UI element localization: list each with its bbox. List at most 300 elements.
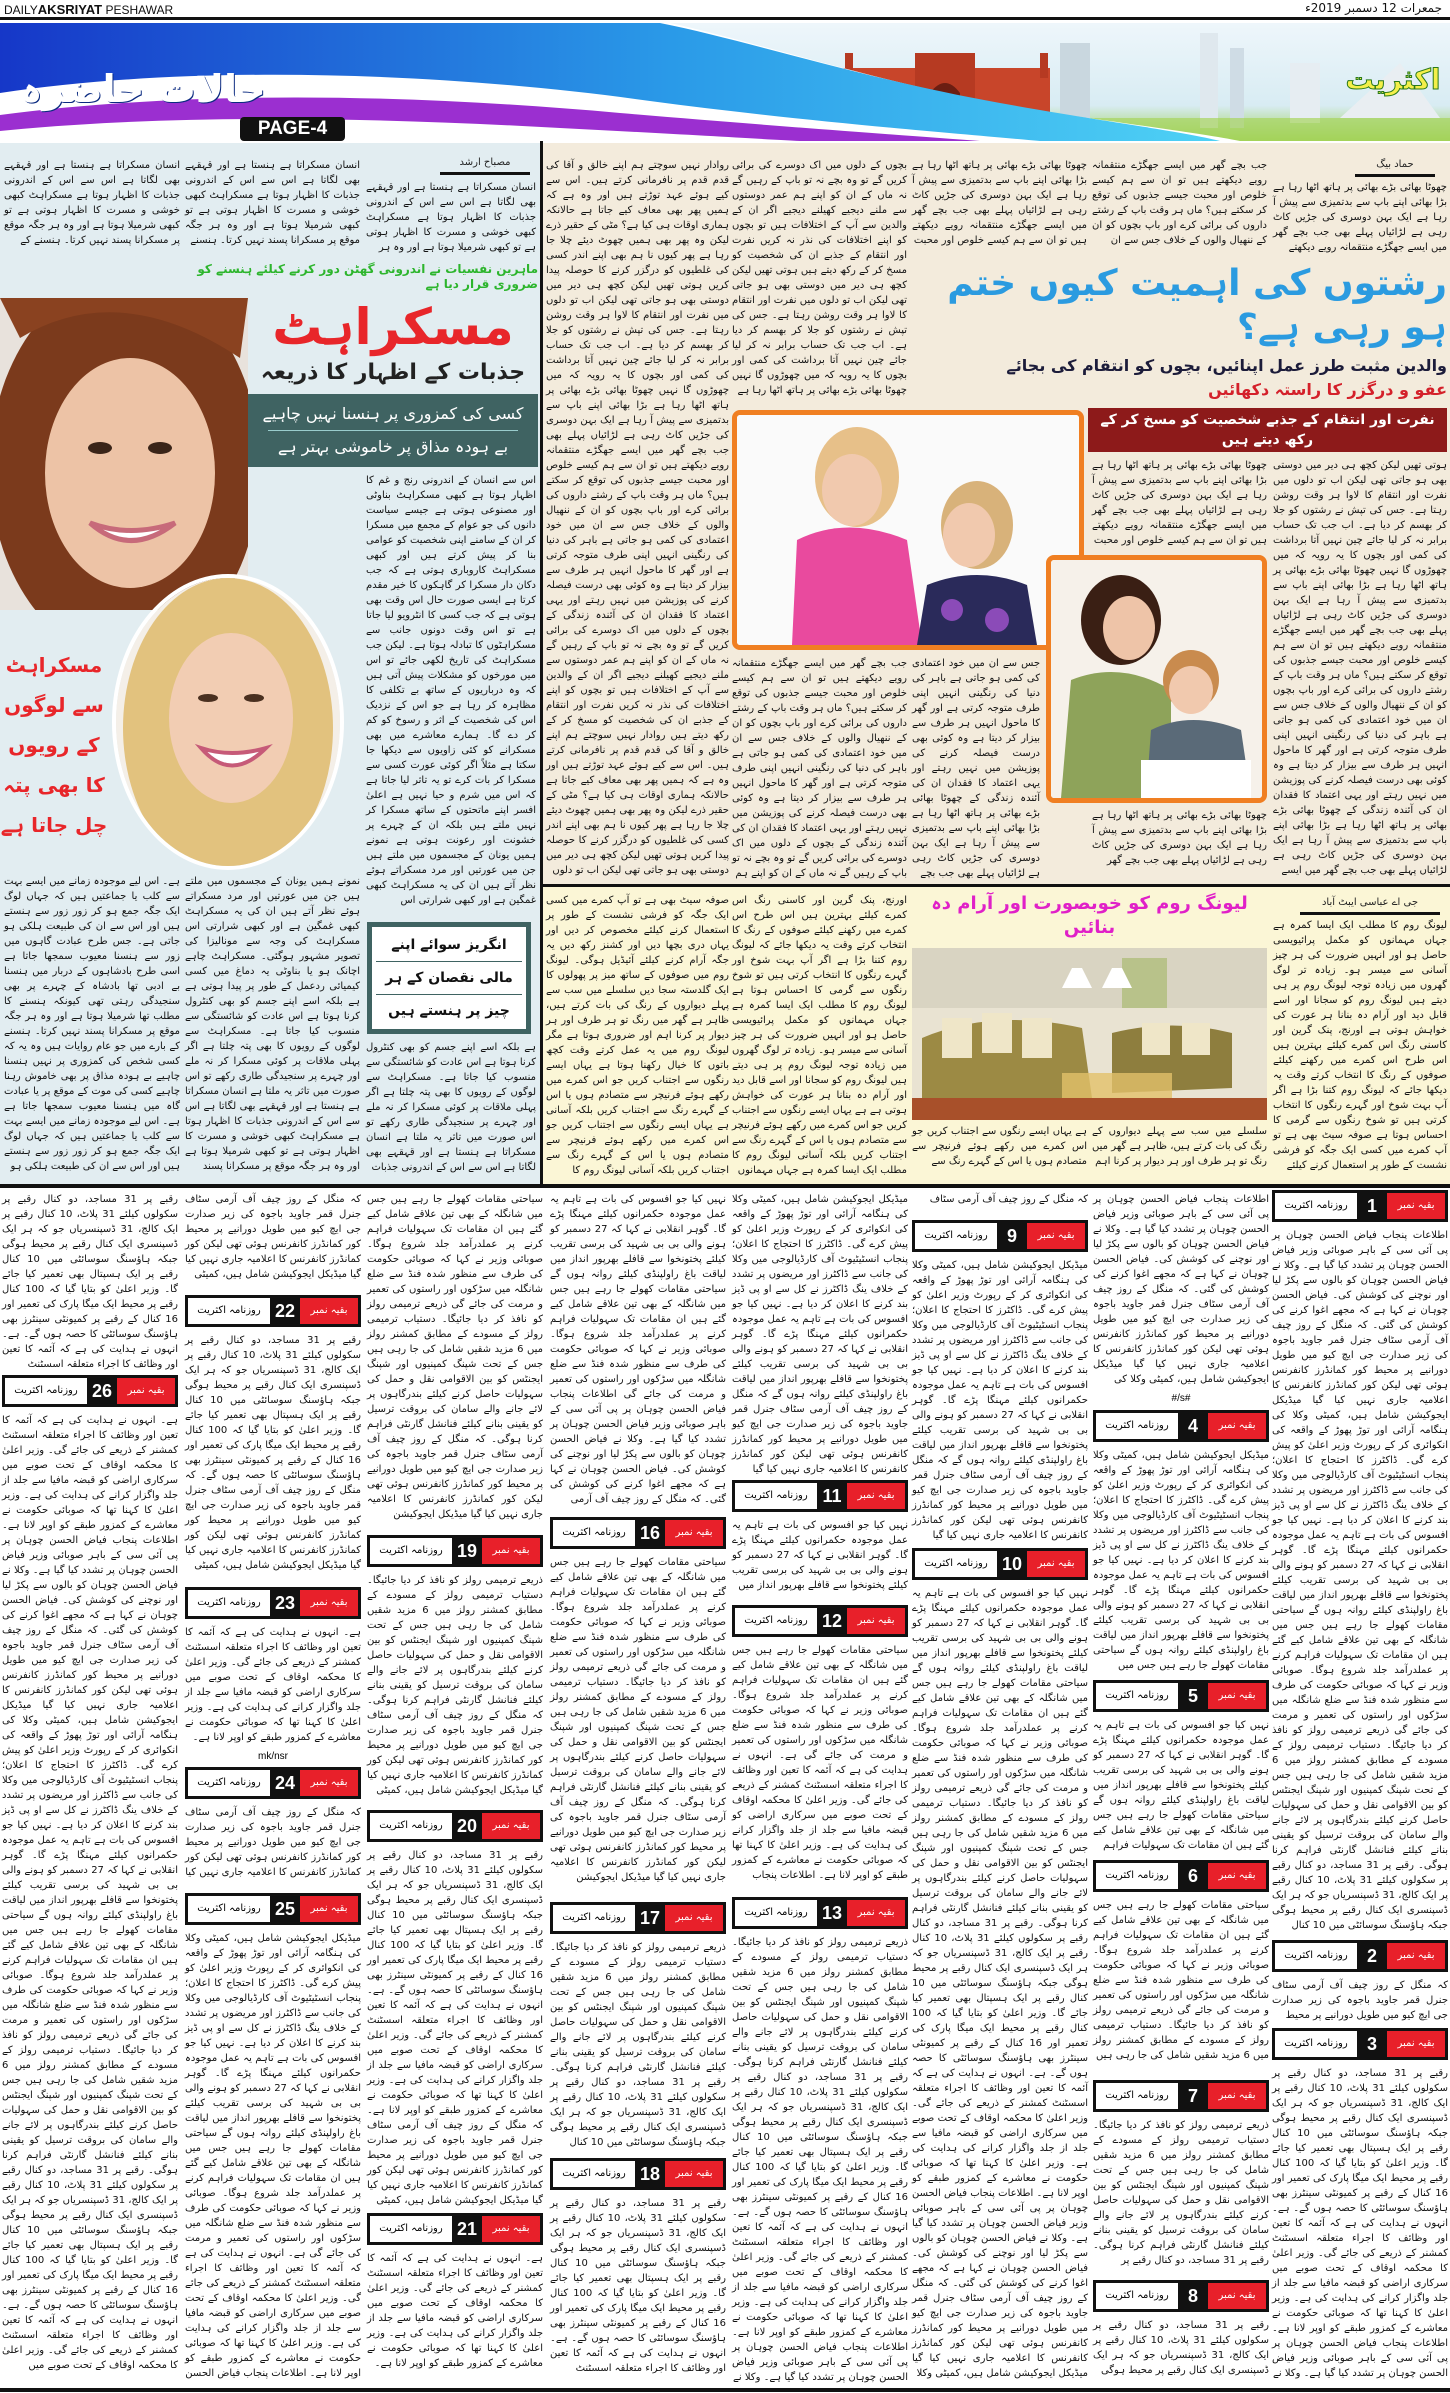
continuation-label: بقیہ نمبر <box>1387 1943 1445 1969</box>
continuation-box <box>2 1375 178 1407</box>
relations-column <box>1092 808 1267 880</box>
section-title: حالات حاضرہ <box>20 67 266 111</box>
paragraph-continued: نہیں کیا جو افسوس کی بات ہے تاہم یہ عمل موجودہ حکمرانوں کیلئے مہنگا پڑے گا۔ گوہر انقلابی نے کہا کہ 27 دسمبر کو ہونے والی بی بی شہید کی برسی تقریب کیلئے پختونخوا سے قافلے بھرپور انداز میں <box>732 1520 908 1591</box>
paragraph-continued: اطلاعات پنجاب <box>752 1870 816 1881</box>
paragraph: میڈیکل ایجوکیشن شامل ہیں، کمیٹی وکلا کی ہنگامہ آرائی اور توڑ پھوڑ کے واقعہ کی انکوائری کر کے رپورٹ وزیر اعلیٰ کو پیش کرے گی۔ ڈاکٹرز کا احتجاج کا اعلان؛ پنجاب انسٹیٹیوٹ آف کارڈیالوجی میں وکلا کی جانب سے ڈاکٹرز اور مریضوں پر تشدد کے خلاف ینگ ڈاکٹرز نے کل سے او پی ڈیز بند کرنے کا اعلان کر دیا ہے۔ <box>2 1700 178 1831</box>
relations-subhead <box>912 354 1447 402</box>
newspaper-logo: اکثریت <box>1345 63 1441 96</box>
news-column <box>1272 2066 1448 2384</box>
paragraph: جب بچے گھر میں ایسے جھگڑے منتقمانہ رویے دیکھتے ہیں تو ان سے ہم کیسے خلوص اور محبت جیسے جذبوں کی توقع کر سکتے ہیں؟ ماں ہر وقت باپ کے رشتے داروں کی برائی کرے اور باپ بچوں کو ان کے ننھیال والوں کے خلاف <box>546 445 729 531</box>
paragraph: چھوٹا بھائی بڑے بھائی پر ہاتھ اٹھا رہا ہے بڑا بھائی اپنے باپ سے بدتمیزی سے پیش آ رہا ہے ایک بہن دوسری کی جڑیں کاٹ رہی ہے لڑائیاں پہلے بھی <box>912 793 1040 879</box>
paragraph-continued: اطلاعات پنجاب فیاض الحسن چوہان پر پی آئی سی کے باہر صوبائی وزیر فیاض الحسن چوہان پر تشدد کیا گیا ہے۔ وکلا نے <box>732 2342 908 2383</box>
paragraph: چھوٹا بھائی بڑے بھائی پر ہاتھ اٹھا رہا ہے بڑا بھائی اپنے باپ سے بدتمیزی سے پیش آ رہا ہے ایک بہن دوسری کی جڑیں کاٹ رہی ہے لڑائیاں پہلے بھی <box>1273 565 1447 636</box>
boxed-quote-line: چیز پر ہنستے ہیں <box>388 1003 510 1019</box>
continuation-number: 25 <box>274 1899 296 1919</box>
brand-city: PESHAWAR <box>105 3 174 17</box>
continuation-box <box>185 1587 361 1619</box>
news-column <box>732 1935 908 2384</box>
news-column <box>1093 1898 1269 2076</box>
continuation-box <box>1272 1190 1448 1222</box>
paragraph: ذریعے ترمیمی رولز کو نافذ کر دیا جائیگا۔ دستیاب ترمیمی رولز کے مسودے کے مطابق کمشنر رولز میں 6 مزید شقیں شامل کی جا رہی ہیں جس کے تحت شپنگ کمپنیوں اور شپنگ ایجنٹس کو بین الاقوامی نقل و حمل کی سہولیات حاصل کرنے کیلئے بندرگاہوں پر لائے جانے والے سامان کی بروقت ترسیل کو یقینی بنانے کیلئے فنانشل گارنٹی فراہم کرنا ہوگی۔ <box>367 1575 543 1706</box>
paragraph-continued: جب بچے <box>920 868 955 879</box>
smile-byline: مصباح ارشد <box>440 156 530 175</box>
highlight-line: کسی کی کمزوری پر ہنسنا نہیں چاہیے <box>262 404 524 423</box>
smile-column <box>185 874 360 1180</box>
smile-column <box>185 158 360 258</box>
paragraph: سلسلے میں سب سے پہلے دیواروں کے رنگ کی بات کرتے ہیں، ظاہر ہے گھر میں رنگ تو ہر طرف اور ہر دیوار پر کرنا اہم اور ضروری ہوتا ہے مگر لیونگ روم میں یہ عمل کرتے وقت کچھ باتوں کا خیال رکھنا ہوتا <box>546 985 729 1071</box>
paragraph: روادار نہیں سوچتے ہم اپنے خالق و آقا کی قدم قدم پر نافرمانی کرتے ہیں۔ اس سے کیے ہوئے عہد توڑتے ہیں اور وہ ہے کہ ہمیں پھر بھی معاف کیے جاتا ہے حالانکہ ہماری اوقات ہی کیا ہے؟ مٹی کے حقیر ذرے لیکن وہ پھر بھی ہمیں چھوٹ دیئے چلا جا رہا ہے پھر کیوں نا ہم بھی اپنے اندر کسی کی غلطیوں کو درگزر کرنے کا حوصلہ پیدا کریں <box>546 160 729 291</box>
news-column <box>1093 1192 1269 1388</box>
paragraph: سیاحتی مقامات کھولے جا رہے ہیں جس میں شانگلہ کے بھی تین علاقے شامل کیے گئے ہیں ان مقامات تک سہولیات فراہم کرنے پر عملدرآمد جلد شروع ہوگا۔ صوبائی وزیر نے کہا کہ صوبائی حکومت کی طرف سے منظور شدہ فنڈ سے ضلع شانگلہ میں سڑکوں اور راستوں کی تعمیر و مرمت کی جائے گی <box>732 1645 908 1761</box>
paragraph-continued: میڈیکل ایجوکیشن <box>576 1872 651 1883</box>
paragraph: جب بچے گھر میں ایسے جھگڑے منتقمانہ رویے دیکھتے ہیں تو ان سے ہم کیسے خلوص اور محبت جیسے جذبوں کی توقع کر سکتے ہیں؟ ماں ہر وقت باپ کے رشتے داروں کی برائی کرے اور باپ بچوں کو ان کے ننھیال والوں کے خلاف <box>1273 625 1447 711</box>
continuation-number: 22 <box>274 1301 296 1321</box>
paragraph: جب بچے گھر میں ایسے جھگڑے منتقمانہ رویے دیکھتے ہیں تو ان سے ہم کیسے خلوص اور محبت جیسے جذبوں کی توقع کر سکتے ہیں؟ ماں ہر وقت باپ کے رشتے داروں کی برائی کرے اور باپ بچوں کو ان کے ننھیال والوں کے خلاف <box>1092 160 1267 246</box>
continuation-label: بقیہ نمبر <box>665 1905 723 1931</box>
news-column <box>912 1258 1088 1544</box>
paragraph: ہے۔ انہوں نے ہدایت کی ہے کہ آئمہ کا تعین اور وظائف کا اجراء متعلقہ اسسٹنٹ کمشنر کے ذریعے کی جائے گی۔ وزیر اعلیٰ کا محکمہ اوقاف کے تحت صوبے میں سرکاری اراضی کو قبضہ مافیا سے جلد از جلد واگزار کرانے کی ہدایت کی ہے۔ وزیر اعلیٰ کا کہنا تھا کہ صوبائی حکومت نے معاشرے کے کمزور طبقے کو اوپر لانا ہے۔ <box>367 2253 543 2369</box>
continuation-number: 7 <box>1187 2086 1198 2106</box>
paragraph: نہیں کیا جو افسوس کی بات ہے تاہم یہ عمل موجودہ حکمرانوں کیلئے مہنگا پڑے گا۔ گوہر انقلابی نے کہا کہ 27 دسمبر کو ہونے والی بی بی شہید کی برسی تقریب کیلئے پختونخوا سے قافلے بھرپور انداز میں لیاقت باغ راولپنڈی کیلئے روانہ ہوں گے <box>1093 1720 1269 1806</box>
paragraph: سیاحتی مقامات کھولے جا رہے ہیں جس میں شانگلہ کے بھی تین علاقے شامل کیے گئے ہیں ان مقامات تک سہولیات فراہم کرنے پر عملدرآمد جلد شروع ہوگا۔ صوبائی وزیر نے کہا کہ صوبائی حکومت کی طرف سے منظور شدہ فنڈ سے ضلع شانگلہ میں سڑکوں اور راستوں کی تعمیر و مرمت کی جائے گی <box>1272 1605 1448 1736</box>
relations-headline: رشتوں کی اہمیت کیوں ختم ہو رہی ہے؟ <box>947 263 1447 348</box>
continuation-number: 1 <box>1366 1196 1377 1216</box>
relations-column <box>1273 180 1447 258</box>
paragraph-continued: سیاحتی مقامات کھولے جا رہے ہیں جس میں شانگلہ کے بھی تین علاقے شامل کیے گئے ہیں ان مقامات تک سہولیات فراہم <box>1093 1810 1269 1851</box>
paragraph-continued: میڈیکل ایجوکیشن شامل ہیں، کمیٹی <box>376 2195 529 2206</box>
continuation-box <box>185 1893 361 1925</box>
living-room-column <box>912 1124 1087 1181</box>
news-column <box>1093 1448 1269 1676</box>
news-column <box>1272 1228 1448 1936</box>
paragraph-continued: کہ منگل کے روز چیف آف آرمی سٹاف جنرل قمر جاوید باجوہ کی زیر صدارت جی ایچ کیو میں طویل دورانیے پر محیط کور کمانڈرز کانفرنس ہوئی تھی لیکن کور کمانڈرز کانفرنس کا اعلامیہ جاری نہیں کیا <box>185 1807 361 1878</box>
mother-child-photo-art <box>1051 560 1262 798</box>
paragraph: اورنج، پنک گرین اور کاسنی رنگ اس کمرے کیلئے بہترین ہیں اس طرح اس کمرے میں رکھنے کیلئے صوفوں کے رنگ کا انتخاب کرتے وقت یہ دیکھا جائے کہ لیونگ روم کتنا بڑا ہے اگر آپ بہت شوخ اور گہرے رنگوں کا انتخاب کرتی ہیں تو شوخ رنگوں سے گرمی کا احساس ہوتا ہے <box>732 895 907 996</box>
news-column <box>367 1192 543 1531</box>
paragraph: لیونگ روم کا مطلب ایک ایسا کمرہ ہے جہاں مہمانوں کو مکمل پرائیویسی حاصل ہو اور انہیں ضرورت کی ہر چیز آسانی سے میسر ہو۔ زیادہ تر لوگ گھروں میں زیادہ توجہ لیونگ روم پر ہی دیتے ہیں لیونگ روم کو سجانا اور اسے قابل دید اور آرام دہ بنانا ہر عورت کی خواہش ہوتی ہے <box>1273 920 1447 1036</box>
continuation-number: 2 <box>1366 1946 1377 1966</box>
page-label: PAGE-4 <box>240 117 345 141</box>
paragraph: نہیں کیا جو افسوس کی بات ہے تاہم یہ عمل موجودہ حکمرانوں کیلئے مہنگا پڑے گا۔ گوہر انقلابی نے کہا کہ 27 دسمبر کو ہونے والی بی بی شہید کی برسی تقریب کیلئے پختونخوا سے قافلے بھرپور انداز میں لیاقت باغ راولپنڈی کیلئے روانہ ہوں گے <box>912 1365 1088 1466</box>
continuation-label: بقیہ نمبر <box>300 1896 358 1922</box>
mother-child-photo <box>1046 555 1267 803</box>
paragraph-continued: سیاحتی مقامات کھولے جا رہے ہیں جس میں <box>1093 1645 1269 1671</box>
continuation-paper: روزنامہ اکثریت <box>735 1608 817 1634</box>
continuation-paper: روزنامہ اکثریت <box>1096 1683 1178 1709</box>
paragraph-continued: ہے۔ انہوں نے ہدایت کی ہے کہ آئمہ کا تعین اور وظائف کا اجراء متعلقہ اسسٹنٹ <box>550 2333 726 2374</box>
paragraph: میڈیکل ایجوکیشن شامل ہیں، کمیٹی وکلا کی ہنگامہ آرائی اور توڑ پھوڑ کے واقعہ کی انکوائری کر کے رپورٹ وزیر اعلیٰ کو پیش کرے گی۔ ڈاکٹرز کا احتجاج کا اعلان؛ پنجاب انسٹیٹیوٹ آف کارڈیالوجی میں وکلا کی جانب سے ڈاکٹرز اور مریضوں پر تشدد کے خلاف ینگ ڈاکٹرز نے کل سے او پی ڈیز بند کرنے کا اعلان کر دیا ہے۔ <box>1272 1395 1448 1526</box>
paragraph: نہیں کیا جو افسوس کی بات ہے تاہم یہ عمل موجودہ حکمرانوں کیلئے مہنگا پڑے گا۔ گوہر انقلابی نے کہا کہ 27 دسمبر کو ہونے والی بی بی شہید کی برسی تقریب کیلئے پختونخوا سے قافلے بھرپور انداز میں لیاقت باغ راولپنڈی کیلئے روانہ ہوں گے <box>1272 1515 1448 1616</box>
paragraph: چھوٹا بھائی بڑے بھائی پر ہاتھ اٹھا رہا ہے بڑا بھائی اپنے باپ سے بدتمیزی سے پیش آ رہا ہے ایک بہن دوسری کی جڑیں کاٹ رہی ہے لڑائیاں پہلے بھی <box>1273 182 1447 238</box>
continuation-box <box>367 2213 543 2245</box>
paragraph: اطلاعات پنجاب فیاض الحسن چوہان پر پی آئی سی کے باہر صوبائی وزیر فیاض الحسن چوہان پر تشدد کیا گیا ہے۔ وکلا نے فیاض الحسن چوہان کو بالوں سے پکڑ لیا اور نوچنے کی کوشش کی۔ فیاض الحسن چوہان نے کہا ہے کہ مجھے اغوا کرنے کی کوشش کی گئی۔ <box>550 1389 726 1505</box>
paragraph: ہوتی تھیں لیکن کچھ ہی دیر میں دوستی بھی ہو جاتی تھی لیکن اب تو دلوں میں نفرت اور انتقام کا لاوا ہر وقت روشن رہتا ہے۔ جس کی تپش نے رشتوں کو جلا کر بھسم کر دیا ہے۔ اب جب تک حساب برابر نہ کر لیا جائے چین نہیں آتا برداشت کی کمی اور بچوں کا یہ رویہ کہ میں چھوڑوں گا نہیں <box>546 280 729 396</box>
continuation-number: 10 <box>1001 1554 1023 1574</box>
paragraph-continued: شرمیلا ہوتا ہے اور وہ ہر جگہ موقع پر مسکرانا پسند <box>185 1146 360 1172</box>
continuation-box <box>1093 2280 1269 2312</box>
paragraph: ہے یہاں ایسے رنگوں سے اجتناب کریں جو اس کمرے میں رکھے ہوئے فرنیچر سے متصادم ہوں یا اس کے گہرے رنگ سے اجتناب کریں بلکہ آسانی <box>546 1060 729 1116</box>
paragraph-continued: جب بچے گھر میں ایسے جھگڑے منتقمانہ رویے دیکھتے ہیں تو ان سے ہم کیسے خلوص اور محبت <box>1092 505 1267 546</box>
paragraph-continued: ہے یہاں ایسے رنگوں سے اجتناب کریں جو اس کمرے میں رکھے ہوئے فرنیچر سے متصادم ہوں یا اس کے گہرے رنگ سے <box>912 1126 1087 1167</box>
continuation-label: بقیہ نمبر <box>847 1900 905 1926</box>
paragraph: رقبے پر 31 مساجد، دو کنال رقبے پر سکولوں کیلئے 31 پلاٹ، 10 کنال رقبے پر ایک کالج، 31 ڈسپنسریاں جو کہ ہر ایک ڈسپنسری ایک کنال رقبے پر محیط ہوگی جبکہ ہاؤسنگ سوسائٹی میں 10 کنال رقبے پر ایک ہسپتال بھی تعمیر کیا جائے گا۔ وزیر اعلیٰ کو بتایا گیا کہ 100 کنال رقبے پر محیط ایک میگا پارک کی تعمیر اور 16 کنال کے رقبے پر کمیونٹی سینٹرز بھی ہاؤسنگ سوسائٹی کا حصہ ہوں گے۔ <box>2 1194 179 1340</box>
continuation-label: بقیہ نمبر <box>847 1483 905 1509</box>
paragraph: کہ منگل کے روز چیف آف آرمی سٹاف جنرل قمر جاوید باجوہ کی زیر صدارت جی ایچ کیو میں طویل دورانیے پر محیط کور کمانڈرز کانفرنس ہوئی تھی لیکن کور کمانڈرز کانفرنس کا اعلامیہ جاری نہیں کیا گیا <box>1272 1320 1448 1406</box>
paragraph-continued: ہے۔ اس لیے موجودہ زمانے میں ایسے بہت سے کلب یا جماعتیں ہیں کہ جہاں لوگ ایک جگہ جمع ہو کر زور زور سے ہنستے ہیں اور اس سے ان کی طبیعت ہلکی ہو <box>4 1116 180 1172</box>
paragraph: انسان مسکراتا ہے ہنستا ہے اور قہقہے بھی لگاتا ہے اس سے اس کے اندرونی جذبات کا اظہار ہوتا ہے مسکراہٹ کبھی خوشی و مسرت کا اظہار ہوتی ہے تو کبھی <box>366 182 536 253</box>
paragraph-continued: نمونے ہمیں یونان کے مجسموں میں ملتے ہیں جن میں عورتیں اور مرد مسکراتے ہوئے نظر آتے ہیں ان کی یہ مسکراہٹ کبھی غمگین ہے اور کبھی شرارتی اس <box>366 835 536 906</box>
paragraph: اورنج، پنک گرین اور کاسنی رنگ اس کمرے کیلئے بہترین ہیں اس طرح اس کمرے میں رکھنے کیلئے صوفوں کے رنگ کا انتخاب کرتے وقت یہ دیکھا جائے کہ لیونگ روم کتنا بڑا ہے اگر آپ بہت شوخ اور گہرے رنگوں کا انتخاب کرتی ہیں تو شوخ رنگوں سے گرمی کا احساس ہوتا ہے <box>1273 1025 1447 1141</box>
woman-photo-art <box>0 298 248 610</box>
paragraph: کہ منگل کے روز چیف آف آرمی سٹاف جنرل قمر جاوید باجوہ کی زیر صدارت جی ایچ کیو میں طویل دورانیے پر محیط کور کمانڈرز کانفرنس ہوئی تھی لیکن کور کمانڈرز کانفرنس کا اعلامیہ جاری نہیں کیا گیا <box>367 2120 543 2206</box>
paragraph: جب بچے گھر میں ایسے جھگڑے منتقمانہ رویے دیکھتے ہیں تو ان سے ہم کیسے خلوص اور محبت جیسے جذبوں کی توقع کر سکتے ہیں؟ ماں ہر وقت باپ کے رشتے داروں کی برائی کرے اور باپ بچوں کو ان کے ننھیال والوں کے خلاف <box>732 658 907 744</box>
paragraph: ہے یہاں ایسے رنگوں سے اجتناب کریں جو اس کمرے میں رکھے ہوئے فرنیچر سے متصادم ہوں یا اس کے گہرے رنگ سے اجتناب کریں بلکہ آسانی <box>732 1105 907 1161</box>
paragraph-continued: جب بچے گھر میں ایسے جھگڑے منتقمانہ رویے دیکھتے <box>1273 227 1447 253</box>
continuation-paper: روزنامہ اکثریت <box>370 1538 452 1564</box>
continuation-paper: روزنامہ اکثریت <box>553 1520 635 1546</box>
living-room-column <box>732 893 907 1181</box>
paragraph: کہ منگل کے روز چیف آف آرمی سٹاف جنرل قمر جاوید باجوہ کی زیر صدارت جی ایچ کیو میں طویل دورانیے پر محیط کور کمانڈرز کانفرنس ہوئی تھی لیکن کور کمانڈرز کانفرنس کا اعلامیہ جاری نہیں کیا گیا <box>367 1710 543 1796</box>
continuation-label: بقیہ نمبر <box>1208 1413 1266 1439</box>
continuation-paper: روزنامہ اکثریت <box>1096 2283 1178 2309</box>
quote-line: سے لوگوں <box>4 693 104 717</box>
paragraph: جس سے ان میں خود اعتمادی کی کمی ہو جاتی ہے باہر کی دنیا کی رنگینی انہیں اپنی طرف متوجہ کرتی ہے اور گھر کا ماحول انہیں ہر طرف سے بیزار کر دیتا ہے وہ کوئی بھی درست فیصلہ کرنے کی پوزیشن میں نہیں رہتے اور یہی اعتماد کا فقدان ان کی آئندہ زندگی کے <box>1273 700 1447 816</box>
continuation-box <box>912 1220 1088 1252</box>
paragraph: شرمیلا ہوتا ہے اور وہ ہر جگہ موقع پر مسکرانا پسند نہیں کرتا۔ ہنسنے کے بارے میں جو عام روایات ہیں وہ یہ کہ کسی شخص کی کمزوری پر نہیں ہنسنا چاہیے بے ہودہ مذاق پر بھی خاموش رہنا چاہیے کسی کی موت کے موقع پر یا عبادت گاہ میں ہنسنا معیوب سمجھا جاتا ہے <box>4 1011 180 1112</box>
paragraph: انسان مسکراتا ہے ہنستا ہے اور قہقہے بھی لگاتا ہے اس سے اس کے اندرونی جذبات کا اظہار ہوتا ہے مسکراہٹ کبھی خوشی و مسرت کا اظہار ہوتی ہے تو کبھی <box>185 160 361 231</box>
continuation-box <box>550 2158 726 2190</box>
end-mark: #/s# <box>1171 1393 1191 1404</box>
paragraph: سیاحتی مقامات کھولے جا رہے ہیں جس میں شانگلہ کے بھی تین علاقے شامل کیے گئے ہیں ان مقامات تک سہولیات فراہم کرنے پر عملدرآمد جلد شروع ہوگا۔ صوبائی وزیر نے کہا کہ صوبائی حکومت کی طرف سے منظور شدہ فنڈ سے ضلع شانگلہ میں سڑکوں اور راستوں کی تعمیر و مرمت کی جائے گی <box>550 1284 726 1400</box>
continuation-box <box>732 1897 908 1929</box>
news-column <box>185 1625 361 1746</box>
paragraph: نہیں کیا جو افسوس کی بات ہے تاہم یہ عمل موجودہ حکمرانوں کیلئے مہنگا پڑے گا۔ گوہر انقلابی نے کہا کہ 27 دسمبر کو ہونے والی بی بی شہید کی برسی تقریب کیلئے پختونخوا سے قافلے بھرپور انداز میں لیاقت باغ راولپنڈی کیلئے روانہ ہوں گے <box>185 2038 361 2139</box>
continuation-box <box>550 1517 726 1549</box>
paragraph: ہے۔ انہوں نے ہدایت کی ہے کہ آئمہ کا تعین اور وظائف کا اجراء متعلقہ اسسٹنٹ کمشنر کے ذریعے کی جائے گی۔ وزیر اعلیٰ کا محکمہ اوقاف کے تحت صوبے میں سرکاری اراضی کو قبضہ مافیا سے جلد از جلد واگزار کرانے کی ہدایت کی ہے۔ وزیر اعلیٰ کا کہنا تھا کہ صوبائی حکومت نے معاشرے کے کمزور طبقے کو اوپر لانا ہے۔ <box>1272 2203 1448 2334</box>
paragraph: رقبے پر 31 مساجد، دو کنال رقبے پر سکولوں کیلئے 31 پلاٹ، 10 کنال رقبے پر ایک کالج، 31 ڈسپنسریاں جو کہ ہر ایک ڈسپنسری ایک کنال رقبے پر محیط ہوگی جبکہ ہاؤسنگ سوسائٹی میں 10 کنال رقبے پر ایک ہسپتال بھی تعمیر کیا جائے گا۔ وزیر اعلیٰ کو بتایا گیا کہ 100 کنال رقبے پر محیط ایک میگا پارک کی تعمیر اور 16 کنال کے رقبے پر کمیونٹی سینٹرز بھی ہاؤسنگ سوسائٹی کا حصہ ہوں گے۔ <box>732 2072 909 2218</box>
continuation-number: 8 <box>1187 2286 1198 2306</box>
continuation-paper: روزنامہ اکثریت <box>1275 1193 1357 1219</box>
paragraph: چھوٹا بھائی بڑے بھائی پر ہاتھ اٹھا رہا ہے بڑا بھائی اپنے باپ سے بدتمیزی سے پیش آ رہا ہے ایک بہن دوسری کی جڑیں کاٹ رہی ہے لڑائیاں پہلے بھی <box>912 160 1088 216</box>
continuation-paper: روزنامہ اکثریت <box>5 1378 87 1404</box>
continuation-number: 11 <box>822 1486 842 1506</box>
continuation-label: بقیہ نمبر <box>1027 1223 1085 1249</box>
paragraph: سیاحتی مقامات کھولے جا رہے ہیں جس میں شانگلہ کے بھی تین علاقے شامل کیے گئے ہیں ان مقامات تک سہولیات فراہم کرنے پر عملدرآمد جلد شروع ہوگا۔ صوبائی وزیر نے کہا کہ صوبائی حکومت کی طرف سے منظور شدہ فنڈ سے ضلع شانگلہ میں سڑکوں اور راستوں کی تعمیر و مرمت کی جائے گی <box>367 1194 543 1310</box>
paragraph: ذریعے ترمیمی رولز کو نافذ کر دیا جائیگا۔ دستیاب ترمیمی رولز کے مسودے کے مطابق کمشنر رولز میں 6 مزید شقیں شامل کی جا رہی ہیں جس کے تحت شپنگ کمپنیوں اور شپنگ ایجنٹس کو بین الاقوامی نقل و حمل کی سہولیات حاصل کرنے کیلئے بندرگاہوں پر لائے جانے والے سامان کی بروقت ترسیل کو یقینی بنانے کیلئے فنانشل گارنٹی فراہم کرنا ہوگی۔ <box>912 1783 1088 1929</box>
relations-column <box>732 656 907 880</box>
paragraph: نہیں کیا جو افسوس کی بات ہے تاہم یہ عمل موجودہ حکمرانوں کیلئے مہنگا پڑے گا۔ گوہر انقلابی نے کہا کہ 27 دسمبر کو ہونے والی بی بی شہید کی برسی تقریب کیلئے پختونخوا سے قافلے بھرپور انداز میں لیاقت باغ راولپنڈی کیلئے روانہ ہوں گے <box>1093 1555 1269 1656</box>
quote-line: کے رویوں <box>8 733 100 757</box>
relations-column <box>732 158 907 404</box>
news-column <box>1272 1978 1448 2024</box>
continuation-paper: روزنامہ اکثریت <box>188 1896 270 1922</box>
news-column <box>732 1518 908 1601</box>
paragraph: کہ وہ درباریوں کے ساتھ بے تکلفی کا مظاہرہ کر رہا ہے جو اس کے نزدیک اس کی شخصیت کے اثر و رسوخ کو کم کر دے گا۔ ہمارے معاشرے میں بھی مسکرانے کو کئی زاویوں سے دیکھا جا سکتا ہے مثلاً اگر کوئی عورت کسی سے مسکرا کر بات کرے تو یہ تاثر لیا جاتا ہے کہ اس میں شرم و حیا نہیں ہے اعلیٰ افسر اپنے ماتحتوں کے ساتھ مسکرا کر نہیں ملتے ہیں بلکہ ان کے چہرے پر خشونت اور رعونت ہوتی ہے <box>366 685 536 846</box>
continuation-paper: روزنامہ اکثریت <box>370 1813 452 1839</box>
paragraph: رقبے پر 31 مساجد، دو کنال رقبے پر سکولوں کیلئے 31 پلاٹ، 10 کنال رقبے پر ایک کالج، 31 ڈسپنسریاں جو کہ ہر ایک ڈسپنسری ایک کنال رقبے پر محیط ہوگی جبکہ ہاؤسنگ سوسائٹی میں 10 کنال رقبے پر ایک ہسپتال بھی تعمیر کیا جائے گا۔ وزیر اعلیٰ کو بتایا گیا کہ 100 کنال رقبے پر محیط ایک میگا پارک کی تعمیر اور 16 کنال کے رقبے پر کمیونٹی سینٹرز بھی ہاؤسنگ سوسائٹی کا حصہ ہوں گے۔ <box>185 1335 362 1481</box>
paragraph: رقبے پر 31 مساجد، دو کنال رقبے پر سکولوں کیلئے 31 پلاٹ، 10 کنال رقبے پر ایک کالج، 31 ڈسپنسریاں جو کہ ہر ایک ڈسپنسری ایک کنال رقبے پر محیط ہوگی جبکہ ہاؤسنگ سوسائٹی میں 10 کنال رقبے پر ایک ہسپتال بھی تعمیر کیا جائے گا۔ وزیر اعلیٰ کو بتایا گیا کہ 100 کنال رقبے پر محیط ایک میگا پارک کی تعمیر اور 16 کنال کے رقبے پر کمیونٹی سینٹرز بھی ہاؤسنگ سوسائٹی کا حصہ ہوں گے۔ <box>912 1918 1088 2079</box>
paragraph: ہے۔ انہوں نے ہدایت کی ہے کہ آئمہ کا تعین اور وظائف کا اجراء متعلقہ اسسٹنٹ کمشنر کے ذریعے کی جائے گی۔ وزیر اعلیٰ کا محکمہ اوقاف کے تحت صوبے میں سرکاری اراضی کو قبضہ مافیا سے جلد از جلد واگزار کرانے کی ہدایت کی ہے۔ وزیر اعلیٰ کا کہنا تھا کہ صوبائی حکومت نے معاشرے کے کمزور طبقے کو اوپر لانا ہے۔ <box>2 1415 178 1531</box>
top-strip <box>0 0 1450 20</box>
paragraph-continued: اطلاعات پنجاب فیاض الحسن <box>185 2368 307 2379</box>
continuation-paper: روزنامہ اکثریت <box>735 1483 817 1509</box>
paragraph: ہے۔ انہوں نے ہدایت کی ہے کہ آئمہ کا تعین اور وظائف کا اجراء متعلقہ اسسٹنٹ کمشنر کے ذریعے کی جائے گی۔ وزیر اعلیٰ کا محکمہ اوقاف کے تحت صوبے میں سرکاری اراضی کو قبضہ مافیا سے جلد از جلد واگزار کرانے کی ہدایت کی ہے۔ وزیر اعلیٰ کا کہنا تھا کہ صوبائی حکومت نے معاشرے کے کمزور طبقے کو اوپر لانا ہے۔ <box>185 2248 361 2379</box>
divider-bottom <box>0 2388 1450 2392</box>
news-column <box>550 2196 726 2384</box>
paragraph: صوفہ سیٹ بھی ہے تو آپ کمرے میں کسی ایک جگہ کو فرشی نشست کے طور پر استعمال کرنے کیلئے مخصوص کر دیں اور یہاں دری بچھا دیں اور کشنز رکھ دیں یہ جگہ آرام کرنے کیلئے آئیڈیل ہوگی۔ لیونگ روم میں صوفوں کے ساتھ میز پر پھولوں کا ایک گلدستہ سجا دیں <box>546 895 729 996</box>
news-column <box>367 2251 543 2384</box>
paragraph-continued: انسان مسکراتا ہے ہنستا ہے اور قہقہے بھی لگاتا ہے اس سے اس کے اندرونی جذبات <box>366 1132 536 1173</box>
smile-column <box>4 874 180 1180</box>
paragraph-continued: رقبے پر 31 مساجد، دو کنال رقبے پر سکولوں کیلئے 31 پلاٹ، 10 کنال رقبے پر ایک کالج، 31 ڈسپنسریاں جو کہ ہر ایک ڈسپنسری ایک کنال رقبے پر محیط ہوگی جبکہ ہاؤسنگ سوسائٹی میں 10 کنال <box>1272 1860 1449 1931</box>
continuation-number: 19 <box>456 1541 478 1561</box>
continuation-box <box>732 1605 908 1637</box>
relations-band: نفرت اور انتقام کے جذبے شخصیت کو مسخ کر کے رکھ دیتے ہیں <box>1088 408 1447 452</box>
continuation-number: 9 <box>1006 1226 1017 1246</box>
continuation-number: 13 <box>821 1903 843 1923</box>
paragraph-continued: شرمیلا ہوتا ہے اور وہ ہر جگہ موقع پر مسکرانا پسند نہیں کرتا۔ ہنسنے <box>185 220 360 246</box>
news-column <box>367 1848 543 2209</box>
paragraph-continued: لیونگ روم کا <box>572 1165 626 1176</box>
paragraph-continued: میڈیکل ایجوکیشن شامل ہیں، کمیٹی <box>194 1560 347 1571</box>
paragraph: چھوٹا بھائی بڑے بھائی پر ہاتھ اٹھا رہا ہے بڑا بھائی اپنے باپ سے بدتمیزی سے پیش آ رہا ہے ایک بہن دوسری کی جڑیں کاٹ رہی ہے لڑائیاں پہلے بھی <box>1092 810 1267 866</box>
continuation-label: بقیہ نمبر <box>1208 1683 1266 1709</box>
smile-column <box>366 180 536 258</box>
paragraph-continued: کہ منگل کے روز چیف آف آرمی سٹاف <box>929 1194 1088 1205</box>
subhead-red: عفو و درگزر کا راستہ دکھائیں <box>1208 380 1447 399</box>
paragraph: اطلاعات پنجاب فیاض الحسن چوہان پر پی آئی سی کے باہر صوبائی وزیر فیاض الحسن چوہان پر تشدد کیا گیا ہے۔ وکلا نے فیاض الحسن چوہان کو بالوں سے پکڑ لیا اور نوچنے کی کوشش کی۔ فیاض الحسن چوہان نے کہا ہے کہ مجھے اغوا کرنے کی کوشش کی گئی۔ <box>2 1535 178 1636</box>
smile-highlight-box <box>248 394 538 467</box>
smile-kicker: ماہرین نفسیات نے اندرونی گھٹن دور کرنے کیلئے ہنسنے کو ضروری قرار دیا ہے <box>197 262 538 291</box>
paragraph-continued: اطلاعات پنجاب فیاض الحسن چوہان پر پی آئی سی کے باہر صوبائی وزیر فیاض الحسن چوہان پر تشدد کیا گیا ہے۔ وکلا نے <box>1272 2338 1448 2379</box>
continuation-box <box>185 1295 361 1327</box>
paragraph-continued: رقبے پر 31 مساجد، دو کنال رقبے پر <box>1121 2255 1269 2266</box>
continuation-box <box>1093 1410 1269 1442</box>
news-column <box>185 1192 361 1291</box>
quote-line: کا بھی پتہ <box>3 773 105 797</box>
paragraph: ذریعے ترمیمی رولز کو نافذ کر دیا جائیگا۔ دستیاب ترمیمی رولز کے مسودے کے مطابق کمشنر رولز میں 6 مزید شقیں شامل کی جا رہی ہیں جس کے تحت شپنگ کمپنیوں اور شپنگ ایجنٹس کو بین الاقوامی نقل و حمل کی سہولیات حاصل کرنے کیلئے بندرگاہوں پر لائے جانے والے سامان کی بروقت ترسیل کو یقینی بنانے کیلئے فنانشل گارنٹی فراہم کرنا ہوگی۔ <box>1093 2120 1269 2251</box>
news-column <box>1093 1718 1269 1856</box>
paragraph: سیاحتی مقامات کھولے جا رہے ہیں جس میں شانگلہ کے بھی تین علاقے شامل کیے گئے ہیں ان مقامات تک سہولیات فراہم کرنے پر عملدرآمد جلد شروع ہوگا۔ صوبائی وزیر نے کہا کہ صوبائی حکومت کی طرف سے منظور شدہ فنڈ سے ضلع شانگلہ میں سڑکوں اور راستوں کی تعمیر و مرمت کی جائے گی <box>550 1557 726 1673</box>
woman-photo <box>0 298 248 610</box>
paragraph: لیونگ روم کا مطلب ایک ایسا کمرہ ہے جہاں مہمانوں کو مکمل پرائیویسی حاصل ہو اور انہیں ضرورت کی ہر چیز آسانی سے میسر ہو۔ زیادہ تر لوگ گھروں میں زیادہ توجہ لیونگ روم پر ہی دیتے ہیں لیونگ روم کو سجانا اور اسے قابل دید اور آرام دہ بنانا ہر عورت کی خواہش ہوتی ہے <box>731 1000 907 1116</box>
continuation-label: بقیہ نمبر <box>482 2216 540 2242</box>
paragraph: ہے بلکہ اسے اپنے جسم کو بھی کنٹرول کرنا ہوتا ہے اس عادت کو شائستگی سے منسوب کیا جاتا ہے۔ مسکراہٹ سے لوگوں کے رویوں کا بھی پتہ چلتا ہے اگر پہلی ملاقات پر کوئی مسکرا کر نہ ملے اور چہرے پر سنجیدگی طاری رکھے تو اس صورت میں تاثر یہ ملتا ہے <box>366 1042 536 1143</box>
paragraph: میڈیکل ایجوکیشن شامل ہیں، کمیٹی وکلا کی ہنگامہ آرائی اور توڑ پھوڑ کے واقعہ کی انکوائری کر کے رپورٹ وزیر اعلیٰ کو پیش کرے گی۔ ڈاکٹرز کا احتجاج کا اعلان؛ پنجاب انسٹیٹیوٹ آف کارڈیالوجی میں وکلا کی جانب سے ڈاکٹرز اور مریضوں پر تشدد کے خلاف ینگ ڈاکٹرز نے کل سے او پی ڈیز بند کرنے کا اعلان کر دیا ہے۔ <box>732 1194 908 1310</box>
paragraph: کہ منگل کے روز چیف آف آرمی سٹاف جنرل قمر جاوید باجوہ کی زیر صدارت جی ایچ کیو میں طویل دورانیے پر محیط کور کمانڈرز کانفرنس ہوئی تھی لیکن کور کمانڈرز کانفرنس کا اعلامیہ جاری نہیں کیا گیا <box>2 1625 178 1711</box>
smile-column <box>366 1040 536 1180</box>
continuation-label: بقیہ نمبر <box>847 1608 905 1634</box>
paragraph-continued: جب بچے گھر <box>1106 855 1160 866</box>
continuation-number: 26 <box>91 1381 113 1401</box>
quote-line: چل جاتا ہے <box>0 813 108 837</box>
paragraph: چھوٹا بھائی بڑے بھائی پر ہاتھ اٹھا رہا ہے بڑا بھائی اپنے باپ سے بدتمیزی سے پیش آ رہا ہے ایک بہن دوسری کی جڑیں کاٹ رہی ہے لڑائیاں پہلے بھی <box>546 385 729 441</box>
continuation-paper: روزنامہ اکثریت <box>188 1298 270 1324</box>
highlight-line: بے ہودہ مذاق پر خاموشی بہتر ہے <box>277 437 509 456</box>
banner <box>0 23 1450 141</box>
paper-brand <box>4 2 173 17</box>
paragraph: کہ منگل کے روز چیف آف آرمی سٹاف جنرل قمر جاوید باجوہ کی زیر صدارت جی ایچ کیو میں طویل دورانیے پر محیط کور کمانڈرز کانفرنس ہوئی تھی لیکن کور کمانڈرز کانفرنس کا اعلامیہ جاری نہیں کیا گیا <box>732 1389 908 1475</box>
paragraph: کہ منگل کے روز چیف آف آرمی سٹاف جنرل قمر جاوید باجوہ کی زیر صدارت جی ایچ کیو میں طویل دورانیے پر محیط کور کمانڈرز کانفرنس ہوئی تھی لیکن کور کمانڈرز کانفرنس کا اعلامیہ جاری نہیں کیا گیا <box>912 1455 1088 1541</box>
continuation-number: 21 <box>456 2219 478 2239</box>
boxed-quote-line: مالی نقصان کے ہر <box>376 962 522 995</box>
living-room-byline: جی اے عباسی ایبٹ آباد <box>1300 896 1440 915</box>
news-column <box>912 1192 1088 1216</box>
continuation-paper: روزنامہ اکثریت <box>553 2161 635 2187</box>
paragraph: جس سے ان میں خود اعتمادی کی کمی ہو جاتی ہے باہر کی دنیا کی رنگینی انہیں اپنی طرف متوجہ کرتی ہے اور گھر کا ماحول انہیں ہر طرف سے بیزار کر دیتا ہے وہ کوئی بھی درست فیصلہ کرنے کی پوزیشن میں نہیں رہتے اور یہی اعتماد کا فقدان ان کی آئندہ زندگی کے <box>912 658 1040 804</box>
paragraph: ہے بلکہ اسے اپنے جسم کو بھی کنٹرول کرنا ہوتا ہے اس عادت کو شائستگی سے منسوب کیا جاتا ہے۔ مسکراہٹ سے لوگوں کے رویوں کا بھی پتہ چلتا ہے اگر پہلی ملاقات پر کوئی مسکرا کر نہ ملے اور چہرے پر سنجیدگی طاری رکھے تو اس صورت میں تاثر یہ ملتا ہے <box>185 996 361 1097</box>
continuation-label: بقیہ نمبر <box>117 1378 175 1404</box>
end-mark: mk/nsr <box>258 1751 288 1762</box>
continuation-label: بقیہ نمبر <box>665 1520 723 1546</box>
paragraph: کہ منگل کے روز چیف آف آرمی سٹاف جنرل قمر جاوید باجوہ کی زیر صدارت جی ایچ کیو میں طویل دورانیے پر محیط کور کمانڈرز کانفرنس ہوئی تھی لیکن کور کمانڈرز کانفرنس کا اعلامیہ جاری نہیں کیا گیا <box>550 1797 726 1883</box>
news-column <box>2 1192 178 1371</box>
continuation-number: 17 <box>639 1908 661 1928</box>
paragraph-continued: جس سے ان <box>1110 235 1161 246</box>
paragraph-continued: جب بچے گھر میں ایسے <box>1281 865 1377 876</box>
news-column <box>185 1333 361 1583</box>
news-column <box>2 1413 178 2384</box>
living-room-photo-art <box>912 948 1267 1120</box>
smile-side-quote <box>0 645 108 845</box>
continuation-box <box>367 1810 543 1842</box>
paragraph: ذریعے ترمیمی رولز کو نافذ کر دیا جائیگا۔ دستیاب ترمیمی رولز کے مسودے کے مطابق کمشنر رولز میں 6 مزید شقیں شامل کی جا رہی ہیں جس کے تحت شپنگ کمپنیوں اور شپنگ ایجنٹس کو بین الاقوامی نقل و حمل کی سہولیات حاصل کرنے کیلئے بندرگاہوں پر لائے جانے والے سامان کی بروقت ترسیل کو یقینی بنانے کیلئے فنانشل گارنٹی فراہم کرنا ہوگی۔ <box>367 1299 543 1445</box>
continuation-label: بقیہ نمبر <box>1208 2283 1266 2309</box>
paragraph: کہ منگل کے روز چیف آف آرمی سٹاف جنرل قمر جاوید باجوہ کی زیر صدارت جی ایچ کیو میں طویل دورانیے پر محیط کور کمانڈرز کانفرنس ہوئی تھی لیکن کور کمانڈرز کانفرنس کا اعلامیہ جاری نہیں کیا گیا <box>185 1194 361 1280</box>
smile-column <box>4 158 180 258</box>
continuation-paper: روزنامہ اکثریت <box>915 1223 997 1249</box>
paragraph: ذریعے ترمیمی رولز کو نافذ کر دیا جائیگا۔ دستیاب ترمیمی رولز کے مسودے کے مطابق کمشنر رولز میں 6 مزید شقیں شامل کی جا رہی ہیں جس کے تحت شپنگ کمپنیوں اور شپنگ ایجنٹس کو بین الاقوامی نقل و حمل کی سہولیات حاصل کرنے کیلئے بندرگاہوں پر لائے جانے والے سامان کی بروقت ترسیل کو یقینی بنانے کیلئے فنانشل گارنٹی فراہم کرنا ہوگی۔ <box>550 1662 726 1808</box>
paragraph: ہوتی تھیں لیکن کچھ ہی دیر میں دوستی بھی ہو جاتی تھی لیکن اب تو دلوں میں نفرت اور انتقام کا لاوا ہر وقت روشن رہتا ہے۔ جس کی تپش نے رشتوں کو جلا کر بھسم کر دیا ہے۔ اب جب تک حساب برابر نہ کر لیا جائے چین نہیں آتا برداشت کی کمی اور بچوں کا یہ رویہ کہ میں چھوڑوں گا نہیں <box>732 265 907 381</box>
paragraph: ہے یہاں ایسے رنگوں سے اجتناب کریں جو اس کمرے میں رکھے ہوئے فرنیچر سے متصادم ہوں یا اس کے گہرے رنگ سے اجتناب کریں بلکہ آسانی <box>546 1120 729 1176</box>
paragraph: اس سے انسان کے اندرونی رنج و غم کا اظہار ہوتا ہے کبھی مسکراہٹ بناوٹی اور مصنوعی ہوتی ہے جیسے سیاست دانوں کی جو عوام کے مجمع میں مسکرا کر ان کے سامنے اپنی شخصیت کو عوامی بنا کر پیش کرتے ہیں اور کبھی مسکراہٹ کاروباری ہوتی ہے کہ جب دکان دار مسکرا کر گاہکوں کا خیر مقدم کرتا ہے ایسی صورت حال اس وقت بھی ہوتی ہے کہ جب کسی کا انٹرویو لیا جاتا ہے تو اس وقت دونوں جانب سے مسکراہٹوں کا تبادلہ ہوتا ہے۔ لیکن جب مسکراہٹ کی تاریخ لکھی جائے تو اس میں مورخوں کو مشکلات پیش آتی ہیں <box>366 475 536 681</box>
relations-column <box>1273 458 1447 880</box>
smile-title: مسکراہٹ <box>272 298 514 356</box>
paragraph: ذریعے ترمیمی رولز کو نافذ کر دیا جائیگا۔ دستیاب ترمیمی رولز کے مسودے کے مطابق کمشنر رولز میں 6 مزید شقیں شامل کی جا رہی ہیں جس کے تحت شپنگ کمپنیوں اور شپنگ ایجنٹس کو بین الاقوامی نقل و حمل کی سہولیات حاصل کرنے کیلئے بندرگاہوں پر لائے جانے والے سامان کی بروقت ترسیل کو یقینی بنانے کیلئے فنانشل گارنٹی فراہم کرنا ہوگی۔ <box>732 1937 908 2068</box>
paragraph: ہے۔ انہوں نے ہدایت کی ہے کہ آئمہ کا تعین اور وظائف کا اجراء متعلقہ اسسٹنٹ کمشنر کے ذریعے کی جائے گی۔ وزیر اعلیٰ کا محکمہ اوقاف کے تحت صوبے میں سرکاری اراضی کو قبضہ مافیا سے جلد از جلد واگزار کرانے کی ہدایت کی ہے۔ وزیر اعلیٰ کا کہنا تھا کہ صوبائی حکومت نے معاشرے کے کمزور طبقے کو اوپر لانا ہے۔ <box>367 1985 543 2116</box>
continuation-label: بقیہ نمبر <box>1208 1863 1266 1889</box>
continuation-paper: روزنامہ اکثریت <box>1275 2031 1357 2057</box>
continuation-box <box>1093 2080 1269 2112</box>
paragraph: انسان مسکراتا ہے ہنستا ہے اور قہقہے بھی لگاتا ہے اس سے اس کے اندرونی جذبات کا اظہار ہوتا ہے مسکراہٹ کبھی خوشی و مسرت کا اظہار ہوتی ہے تو کبھی <box>185 1086 360 1157</box>
paragraph-continued: ہوتی تھیں لیکن کچھ ہی دیر میں دوستی بھی ہو جاتی تھی لیکن اب تو دلوں <box>546 850 729 876</box>
smile-subtitle: جذبات کے اظہار کا ذریعہ <box>260 360 526 385</box>
continuation-number: 18 <box>639 2164 661 2184</box>
paragraph: سیاحتی مقامات کھولے جا رہے ہیں جس میں شانگلہ کے بھی تین علاقے شامل کیے گئے ہیں ان مقامات تک سہولیات فراہم کرنے پر عملدرآمد جلد شروع ہوگا۔ صوبائی وزیر نے کہا کہ صوبائی حکومت کی طرف سے منظور شدہ فنڈ سے ضلع شانگلہ میں سڑکوں اور راستوں کی تعمیر و مرمت کی جائے گی <box>2 1910 178 2041</box>
continuation-paper: روزنامہ اکثریت <box>915 1551 997 1577</box>
paragraph: ذریعے ترمیمی رولز کو نافذ کر دیا جائیگا۔ دستیاب ترمیمی رولز کے مسودے کے مطابق کمشنر رولز میں 6 مزید شقیں شامل کی جا رہی ہیں جس کے تحت شپنگ کمپنیوں اور شپنگ ایجنٹس کو بین الاقوامی نقل و حمل کی سہولیات حاصل کرنے کیلئے بندرگاہوں پر لائے جانے والے سامان کی بروقت ترسیل کو یقینی بنانے کیلئے فنانشل گارنٹی فراہم کرنا ہوگی۔ <box>1272 1725 1448 1871</box>
continuation-paper: روزنامہ اکثریت <box>370 2216 452 2242</box>
paragraph: نمونے ہمیں یونان کے مجسموں میں ملتے ہیں جن میں عورتیں اور مرد مسکراتے ہوئے نظر آتے ہیں ان کی یہ مسکراہٹ کبھی غمگین ہے اور کبھی شرارتی اس مسکراہٹ کی وجہ سے مونالیزا کی تصویر مشہور ہوگئی۔ مسکراہٹ چاہے اچانک ہو یا بناوٹی یہ دماغ میں کسی کیمیائی ردعمل کے طور پر پیدا ہوتی ہے <box>185 876 360 992</box>
boxed-quote-line: انگریز سوائے اپنے <box>376 929 522 962</box>
continuation-label: بقیہ نمبر <box>1027 1551 1085 1577</box>
paragraph: چھوٹا بھائی بڑے بھائی پر ہاتھ اٹھا رہا ہے بڑا بھائی اپنے باپ سے بدتمیزی سے پیش آ رہا ہے ایک بہن دوسری کی جڑیں کاٹ رہی ہے لڑائیاں پہلے بھی <box>1273 805 1447 876</box>
news-column <box>550 1192 726 1513</box>
paragraph-continued: ہے۔ انہوں نے ہدایت کی ہے کہ آئمہ کا تعین اور وظائف کا اجراء متعلقہ اسسٹنٹ کمشنر کے ذریعے کی جائے گی۔ وزیر اعلیٰ کا محکمہ اوقاف کے تحت صوبے میں <box>2 2300 178 2371</box>
paragraph-continued: رقبے پر 31 مساجد، دو کنال رقبے پر سکولوں کیلئے 31 پلاٹ، 10 کنال رقبے پر ایک کالج، 31 ڈسپنسریاں جو کہ ہر ایک ڈسپنسری ایک کنال رقبے پر محیط ہوگی <box>1093 2320 1270 2376</box>
laughing-woman-photo-art <box>116 578 340 866</box>
paragraph: ہے۔ انہوں نے ہدایت کی ہے کہ آئمہ کا تعین اور وظائف کا اجراء متعلقہ اسسٹنٹ کمشنر کے ذریعے کی جائے گی۔ وزیر اعلیٰ کا محکمہ اوقاف کے تحت صوبے میں سرکاری اراضی کو قبضہ مافیا سے جلد از جلد واگزار کرانے کی ہدایت کی ہے۔ وزیر اعلیٰ کا کہنا تھا کہ صوبائی حکومت نے معاشرے کے کمزور طبقے کو اوپر لانا ہے۔ <box>185 1627 361 1743</box>
continuation-label: بقیہ نمبر <box>482 1538 540 1564</box>
paragraph: بچوں کے دلوں میں اک دوسرے کی برائی کریں گے تو وہ بچے نہ تو باپ کے رہیں گے نہ ماں کے ان کو اپنے ہم عمر دوستوں سے ملنے دیجیے کھیلنے دیجیے اگر ان کے والدین سے آپ کے اختلافات ہیں تو بچوں کو اپنے اختلافات کی نذر نہ کریں نفرت اور انتقام کے جذبے ان کی شخصیت کو مسخ کر کے رکھ دیتے ہیں <box>732 160 907 276</box>
paragraph: ہے۔ انہوں نے ہدایت کی ہے کہ آئمہ کا تعین اور وظائف کا اجراء متعلقہ اسسٹنٹ کمشنر کے ذریعے کی جائے گی۔ وزیر اعلیٰ کا محکمہ اوقاف کے تحت صوبے میں سرکاری اراضی کو قبضہ مافیا سے جلد از جلد واگزار کرانے کی ہدایت کی ہے۔ وزیر اعلیٰ کا کہنا تھا کہ صوبائی حکومت نے معاشرے کے کمزور طبقے کو اوپر لانا ہے۔ <box>732 1750 908 1881</box>
news-column <box>367 1573 543 1806</box>
paragraph-continued: رقبے پر 31 مساجد، دو کنال رقبے پر سکولوں کیلئے 31 پلاٹ، 10 کنال رقبے پر ایک کالج، 31 ڈسپنسریاں جو کہ ہر ایک ڈسپنسری ایک کنال رقبے پر محیط ہوگی جبکہ ہاؤسنگ سوسائٹی میں 10 کنال <box>550 2077 727 2148</box>
paragraph-continued: بچوں کے دلوں میں اک دوسرے کی برائی کریں گے تو وہ بچے نہ تو باپ کے رہیں گے نہ ماں کے ان کو اپنے ہم <box>732 838 907 879</box>
continuation-label: بقیہ نمبر <box>665 2161 723 2187</box>
children-photo-art <box>737 415 1079 645</box>
paragraph-continued: میڈیکل ایجوکیشن شامل ہیں، کمیٹی <box>376 1785 529 1796</box>
paragraph: نہیں کیا جو افسوس کی بات ہے تاہم یہ عمل موجودہ حکمرانوں کیلئے مہنگا پڑے گا۔ گوہر انقلابی نے کہا کہ 27 دسمبر کو ہونے والی بی بی شہید کی برسی تقریب کیلئے پختونخوا سے قافلے بھرپور انداز میں لیاقت باغ راولپنڈی کیلئے روانہ ہوں گے <box>550 1194 726 1280</box>
continuation-box <box>1093 1860 1269 1892</box>
continuation-number: 16 <box>639 1523 661 1543</box>
divider-news <box>0 1184 1450 1188</box>
paragraph: ذریعے ترمیمی رولز کو نافذ کر دیا جائیگا۔ دستیاب ترمیمی رولز کے مسودے کے مطابق کمشنر رولز میں 6 مزید شقیں شامل کی جا رہی ہیں جس کے تحت شپنگ کمپنیوں اور شپنگ ایجنٹس کو بین الاقوامی نقل و حمل کی سہولیات حاصل کرنے کیلئے بندرگاہوں پر لائے جانے والے سامان کی بروقت ترسیل کو یقینی بنانے کیلئے فنانشل گارنٹی فراہم کرنا ہوگی۔ <box>550 1942 726 2073</box>
living-room-title: لیونگ روم کو خوبصورت اور آرام دہ بنائیں <box>931 893 1248 938</box>
paragraph: سیاحتی مقامات کھولے جا رہے ہیں جس میں شانگلہ کے بھی تین علاقے شامل کیے گئے ہیں ان مقامات تک سہولیات فراہم کرنے پر عملدرآمد جلد شروع ہوگا۔ صوبائی وزیر نے کہا کہ صوبائی حکومت کی طرف سے منظور شدہ فنڈ سے ضلع شانگلہ میں سڑکوں اور راستوں کی تعمیر و مرمت کی جائے گی <box>912 1678 1088 1794</box>
brand-prefix: DAILY <box>4 3 38 17</box>
continuation-label: بقیہ نمبر <box>482 1813 540 1839</box>
paragraph: نہیں کیا جو افسوس کی بات ہے تاہم یہ عمل موجودہ حکمرانوں کیلئے مہنگا پڑے گا۔ گوہر انقلابی نے کہا کہ 27 دسمبر کو ہونے والی بی بی شہید کی برسی تقریب کیلئے پختونخوا سے قافلے بھرپور انداز میں لیاقت باغ راولپنڈی کیلئے روانہ ہوں گے <box>912 1588 1088 1674</box>
continuation-number: 3 <box>1366 2034 1377 2054</box>
news-column <box>185 1805 361 1889</box>
paragraph-continued: میڈیکل ایجوکیشن شامل ہیں، کمیٹی <box>194 1269 347 1280</box>
paragraph: میڈیکل ایجوکیشن شامل ہیں، کمیٹی وکلا کی ہنگامہ آرائی اور توڑ پھوڑ کے واقعہ کی انکوائری کر کے رپورٹ وزیر اعلیٰ کو پیش کرے گی۔ ڈاکٹرز کا احتجاج کا اعلان؛ پنجاب انسٹیٹیوٹ آف کارڈیالوجی میں وکلا کی جانب سے ڈاکٹرز اور مریضوں پر تشدد کے خلاف ینگ ڈاکٹرز نے کل سے او پی ڈیز بند کرنے کا اعلان کر دیا ہے۔ <box>912 1260 1088 1376</box>
paragraph-continued: شرمیلا ہوتا ہے اور وہ ہر جگہ موقع پر مسکرانا پسند نہیں کرتا۔ ہنسنے کے <box>4 220 180 246</box>
smile-boxed-quote <box>367 922 531 1034</box>
paragraph-continued: میڈیکل ایجوکیشن شامل ہیں، کمیٹی وکلا کی <box>1093 1359 1269 1385</box>
continuation-paper: روزنامہ اکثریت <box>1096 2083 1178 2109</box>
paragraph-continued: ذریعے ترمیمی رولز کو نافذ کر دیا جائیگا۔ دستیاب ترمیمی رولز کے مسودے کے مطابق کمشنر رولز میں 6 مزید شقیں شامل کی جا رہی ہیں <box>1093 2005 1269 2061</box>
paragraph: کہ منگل کے روز چیف آف آرمی سٹاف جنرل قمر جاوید باجوہ کی زیر صدارت جی ایچ کیو میں طویل دورانیے پر محیط کور کمانڈرز کانفرنس ہوئی تھی لیکن کور کمانڈرز کانفرنس کا اعلامیہ جاری نہیں کیا گیا <box>1093 1284 1269 1370</box>
continuation-box <box>1272 2028 1448 2060</box>
continuation-paper: روزنامہ اکثریت <box>1275 1943 1357 1969</box>
paragraph: اطلاعات پنجاب فیاض الحسن چوہان پر پی آئی سی کے باہر صوبائی وزیر فیاض الحسن چوہان پر تشدد کیا گیا ہے۔ وکلا نے فیاض الحسن چوہان کو بالوں سے پکڑ لیا اور نوچنے کی کوشش کی۔ فیاض الحسن چوہان نے کہا ہے کہ مجھے اغوا کرنے کی کوشش کی گئی۔ <box>1093 1194 1269 1295</box>
paragraph: سیاحتی مقامات کھولے جا رہے ہیں جس میں شانگلہ کے بھی تین علاقے شامل کیے گئے ہیں ان مقامات تک سہولیات فراہم کرنے پر عملدرآمد جلد شروع ہوگا۔ صوبائی وزیر نے کہا کہ صوبائی حکومت کی طرف سے منظور شدہ فنڈ سے ضلع شانگلہ میں سڑکوں اور راستوں کی تعمیر و مرمت کی جائے گی <box>1093 1900 1269 2016</box>
continuation-paper: روزنامہ اکثریت <box>1096 1413 1178 1439</box>
news-column <box>550 1940 726 2154</box>
paragraph: روادار نہیں سوچتے ہم اپنے خالق و آقا کی قدم قدم پر نافرمانی کرتے ہیں۔ اس سے کیے ہوئے عہد توڑتے ہیں اور وہ ہے کہ ہمیں پھر بھی معاف کیے جاتا ہے حالانکہ ہماری اوقات ہی کیا ہے؟ مٹی کے حقیر ذرے لیکن وہ پھر بھی ہمیں چھوٹ دیئے چلا جا رہا ہے پھر کیوں نا ہم بھی اپنے اندر کسی کی غلطیوں کو درگزر کرنے کا حوصلہ پیدا کریں <box>546 730 730 861</box>
relations-column <box>912 158 1087 258</box>
continuation-box <box>185 1767 361 1799</box>
paragraph: رقبے پر 31 مساجد، دو کنال رقبے پر سکولوں کیلئے 31 پلاٹ، 10 کنال رقبے پر ایک کالج، 31 ڈسپنسریاں جو کہ ہر ایک ڈسپنسری ایک کنال رقبے پر محیط ہوگی جبکہ ہاؤسنگ سوسائٹی میں 10 کنال رقبے پر ایک ہسپتال بھی تعمیر کیا جائے گا۔ وزیر اعلیٰ کو بتایا گیا کہ 100 کنال رقبے پر محیط ایک میگا پارک کی تعمیر اور 16 کنال کے رقبے پر کمیونٹی سینٹرز بھی ہاؤسنگ سوسائٹی کا حصہ ہوں گے۔ <box>1272 2068 1449 2214</box>
relations-byline: حماد بیگ <box>1355 158 1435 177</box>
paragraph: ہے۔ انہوں نے ہدایت کی ہے کہ آئمہ کا تعین اور وظائف کا اجراء متعلقہ اسسٹنٹ کمشنر کے ذریعے کی جائے گی۔ وزیر اعلیٰ کا محکمہ اوقاف کے تحت صوبے میں سرکاری اراضی کو قبضہ مافیا سے جلد از جلد واگزار کرانے کی ہدایت کی ہے۔ وزیر اعلیٰ کا کہنا تھا کہ صوبائی حکومت نے معاشرے کے کمزور طبقے کو اوپر لانا ہے۔ <box>912 2068 1089 2199</box>
brand-name: AKSRIYAT <box>37 2 103 17</box>
paragraph: رقبے پر 31 مساجد، دو کنال رقبے پر سکولوں کیلئے 31 پلاٹ، 10 کنال رقبے پر ایک کالج، 31 ڈسپنسریاں جو کہ ہر ایک ڈسپنسری ایک کنال رقبے پر محیط ہوگی جبکہ ہاؤسنگ سوسائٹی میں 10 کنال رقبے پر ایک ہسپتال بھی تعمیر کیا جائے گا۔ وزیر اعلیٰ کو بتایا گیا کہ 100 کنال رقبے پر محیط ایک میگا پارک کی تعمیر اور 16 کنال کے رقبے پر کمیونٹی سینٹرز بھی ہاؤسنگ سوسائٹی کا حصہ ہوں گے۔ <box>2 2165 179 2311</box>
continuation-box <box>550 1902 726 1934</box>
continuation-number: 20 <box>456 1816 478 1836</box>
issue-date: جمعرات 12 دسمبر 2019ء <box>1305 1 1442 15</box>
continuation-number: 4 <box>1187 1416 1198 1436</box>
paragraph: ذریعے ترمیمی رولز کو نافذ کر دیا جائیگا۔ دستیاب ترمیمی رولز کے مسودے کے مطابق کمشنر رولز میں 6 مزید شقیں شامل کی جا رہی ہیں جس کے تحت شپنگ کمپنیوں اور شپنگ ایجنٹس کو بین الاقوامی نقل و حمل کی سہولیات حاصل کرنے کیلئے بندرگاہوں پر لائے جانے والے سامان کی بروقت ترسیل کو یقینی بنانے کیلئے فنانشل گارنٹی فراہم کرنا ہوگی۔ <box>2 2030 178 2176</box>
living-room-column <box>1092 1124 1267 1181</box>
continuation-box <box>367 1535 543 1567</box>
continuation-number: 24 <box>274 1773 296 1793</box>
continuation-label: بقیہ نمبر <box>1387 2031 1445 2057</box>
divider-horizontal <box>543 884 1450 887</box>
children-photo <box>732 410 1084 650</box>
continuation-paper: روزنامہ اکثریت <box>188 1590 270 1616</box>
continuation-number: 23 <box>274 1593 296 1613</box>
paragraph: بچوں کے دلوں میں اک دوسرے کی برائی کریں گے تو وہ بچے نہ تو باپ کے رہیں گے نہ ماں کے ان کو اپنے ہم عمر دوستوں سے ملنے دیجیے کھیلنے دیجیے اگر ان کے والدین سے آپ کے اختلافات ہیں تو بچوں کو اپنے اختلافات کی نذر نہ کریں نفرت اور انتقام کے جذبے ان کی شخصیت کو مسخ کر کے رکھ دیتے ہیں <box>546 625 729 741</box>
paragraph: چھوٹا بھائی بڑے بھائی پر ہاتھ اٹھا رہا ہے بڑا بھائی اپنے باپ سے بدتمیزی سے پیش آ رہا ہے ایک بہن دوسری کی جڑیں کاٹ رہی ہے لڑائیاں پہلے بھی <box>1092 460 1268 516</box>
living-room-column <box>546 893 729 1181</box>
continuation-box <box>1093 1680 1269 1712</box>
paragraph-continued: چھوٹا بھائی بڑے بھائی پر ہاتھ اٹھا رہا ہے <box>737 385 907 396</box>
laughing-woman-photo <box>112 574 344 870</box>
paragraph: ہے۔ انہوں نے ہدایت کی ہے کہ آئمہ کا تعین اور وظائف کا اجراء متعلقہ اسسٹنٹ کمشنر کے ذریعے کی جائے گی۔ وزیر اعلیٰ کا محکمہ اوقاف کے تحت صوبے میں سرکاری اراضی کو قبضہ مافیا سے جلد از جلد واگزار کرانے کی ہدایت کی ہے۔ وزیر اعلیٰ کا کہنا تھا کہ صوبائی حکومت نے معاشرے کے کمزور طبقے کو اوپر لانا ہے۔ <box>732 2207 908 2338</box>
